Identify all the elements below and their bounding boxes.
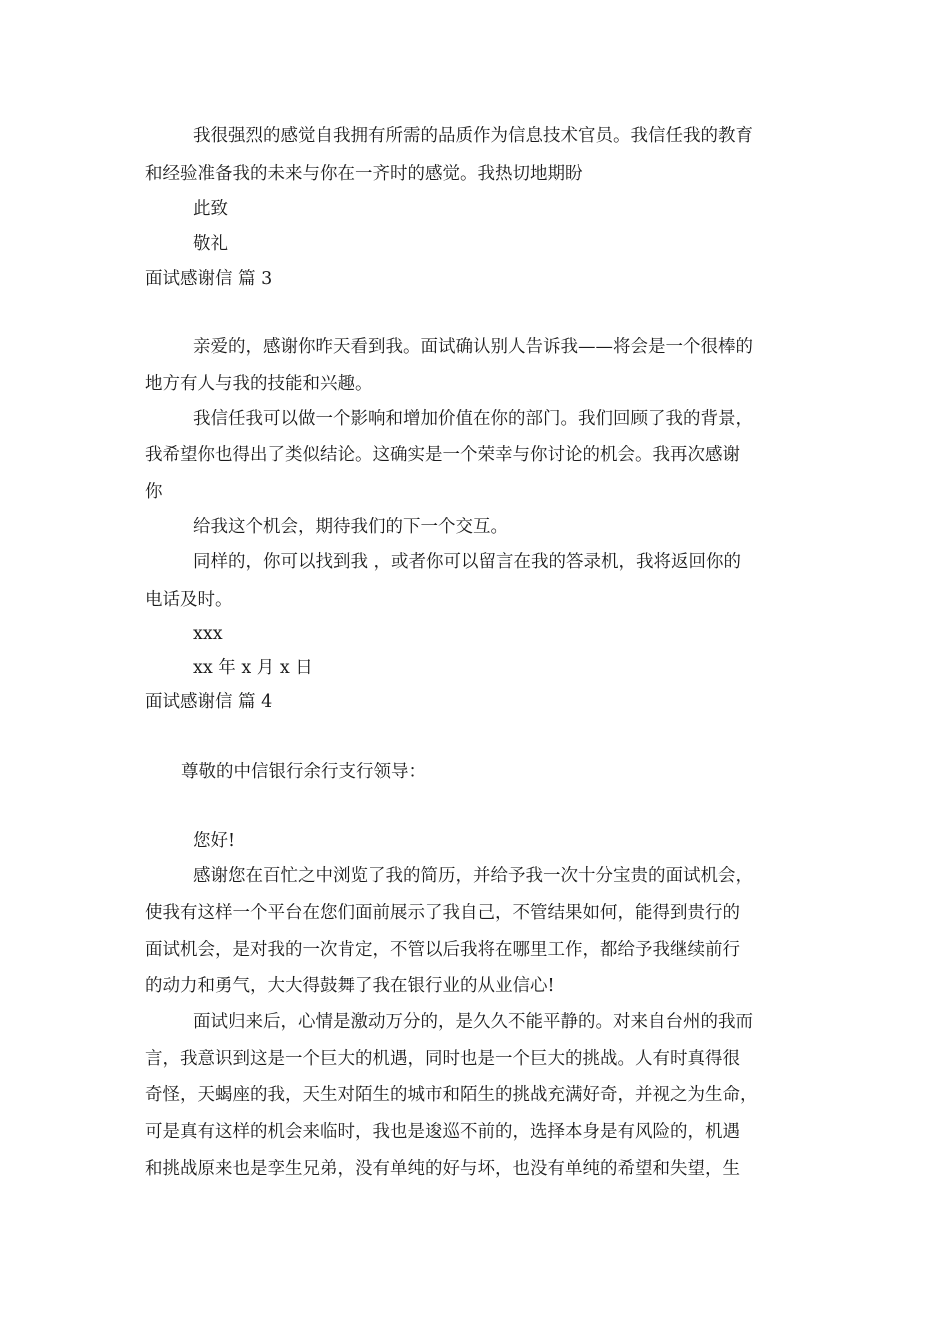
paragraph-line: 面试机会，是对我的一次肯定，不管以后我将在哪里工作，都给予我继续前行: [145, 940, 740, 960]
paragraph-line: 奇怪，天蝎座的我，天生对陌生的城市和陌生的挑战充满好奇，并视之为生命，: [145, 1085, 758, 1105]
section-heading: 面试感谢信 篇 3: [145, 269, 273, 289]
paragraph-line: 地方有人与我的技能和兴趣。: [145, 374, 373, 394]
paragraph-line: 电话及时。: [145, 590, 233, 610]
signature-name: xxx: [193, 624, 223, 644]
paragraph-line: 给我这个机会，期待我们的下一个交互。: [193, 517, 508, 537]
paragraph-line: 亲爱的，感谢你昨天看到我。面试确认别人告诉我——将会是一个很棒的: [193, 337, 753, 357]
paragraph-line: 使我有这样一个平台在您们面前展示了我自己，不管结果如何，能得到贵行的: [145, 903, 740, 923]
closing-line: 敬礼: [193, 234, 228, 254]
paragraph-line: 我信任我可以做一个影响和增加价值在你的部门。我们回顾了我的背景，: [193, 409, 753, 429]
paragraph-line: 和挑战原来也是孪生兄弟，没有单纯的好与坏，也没有单纯的希望和失望，生: [145, 1159, 740, 1179]
paragraph-line: 你: [145, 482, 163, 502]
paragraph-line: 面试归来后，心情是激动万分的，是久久不能平静的。对来自台州的我而: [193, 1012, 753, 1032]
paragraph-line: 我希望你也得出了类似结论。这确实是一个荣幸与你讨论的机会。我再次感谢: [145, 445, 740, 465]
paragraph-line: 和经验准备我的未来与你在一齐时的感觉。我热切地期盼: [145, 164, 583, 184]
signature-date: xx 年 x 月 x 日: [193, 658, 313, 678]
closing-line: 此致: [193, 199, 228, 219]
paragraph-line: 言，我意识到这是一个巨大的机遇，同时也是一个巨大的挑战。人有时真得很: [145, 1049, 740, 1069]
paragraph-line: 的动力和勇气，大大得鼓舞了我在银行业的从业信心!: [145, 976, 555, 996]
greeting: 您好!: [193, 831, 236, 851]
paragraph-line: 感谢您在百忙之中浏览了我的简历，并给予我一次十分宝贵的面试机会，: [193, 866, 753, 886]
paragraph-line: 同样的，你可以找到我 ，或者你可以留言在我的答录机，我将返回你的: [193, 552, 742, 572]
paragraph-line: 可是真有这样的机会来临时，我也是逡巡不前的，选择本身是有风险的，机遇: [145, 1122, 740, 1142]
section-heading: 面试感谢信 篇 4: [145, 692, 273, 712]
salutation: 尊敬的中信银行余行支行领导：: [181, 762, 426, 782]
paragraph-line: 我很强烈的感觉自我拥有所需的品质作为信息技术官员。我信任我的教育: [193, 126, 753, 146]
